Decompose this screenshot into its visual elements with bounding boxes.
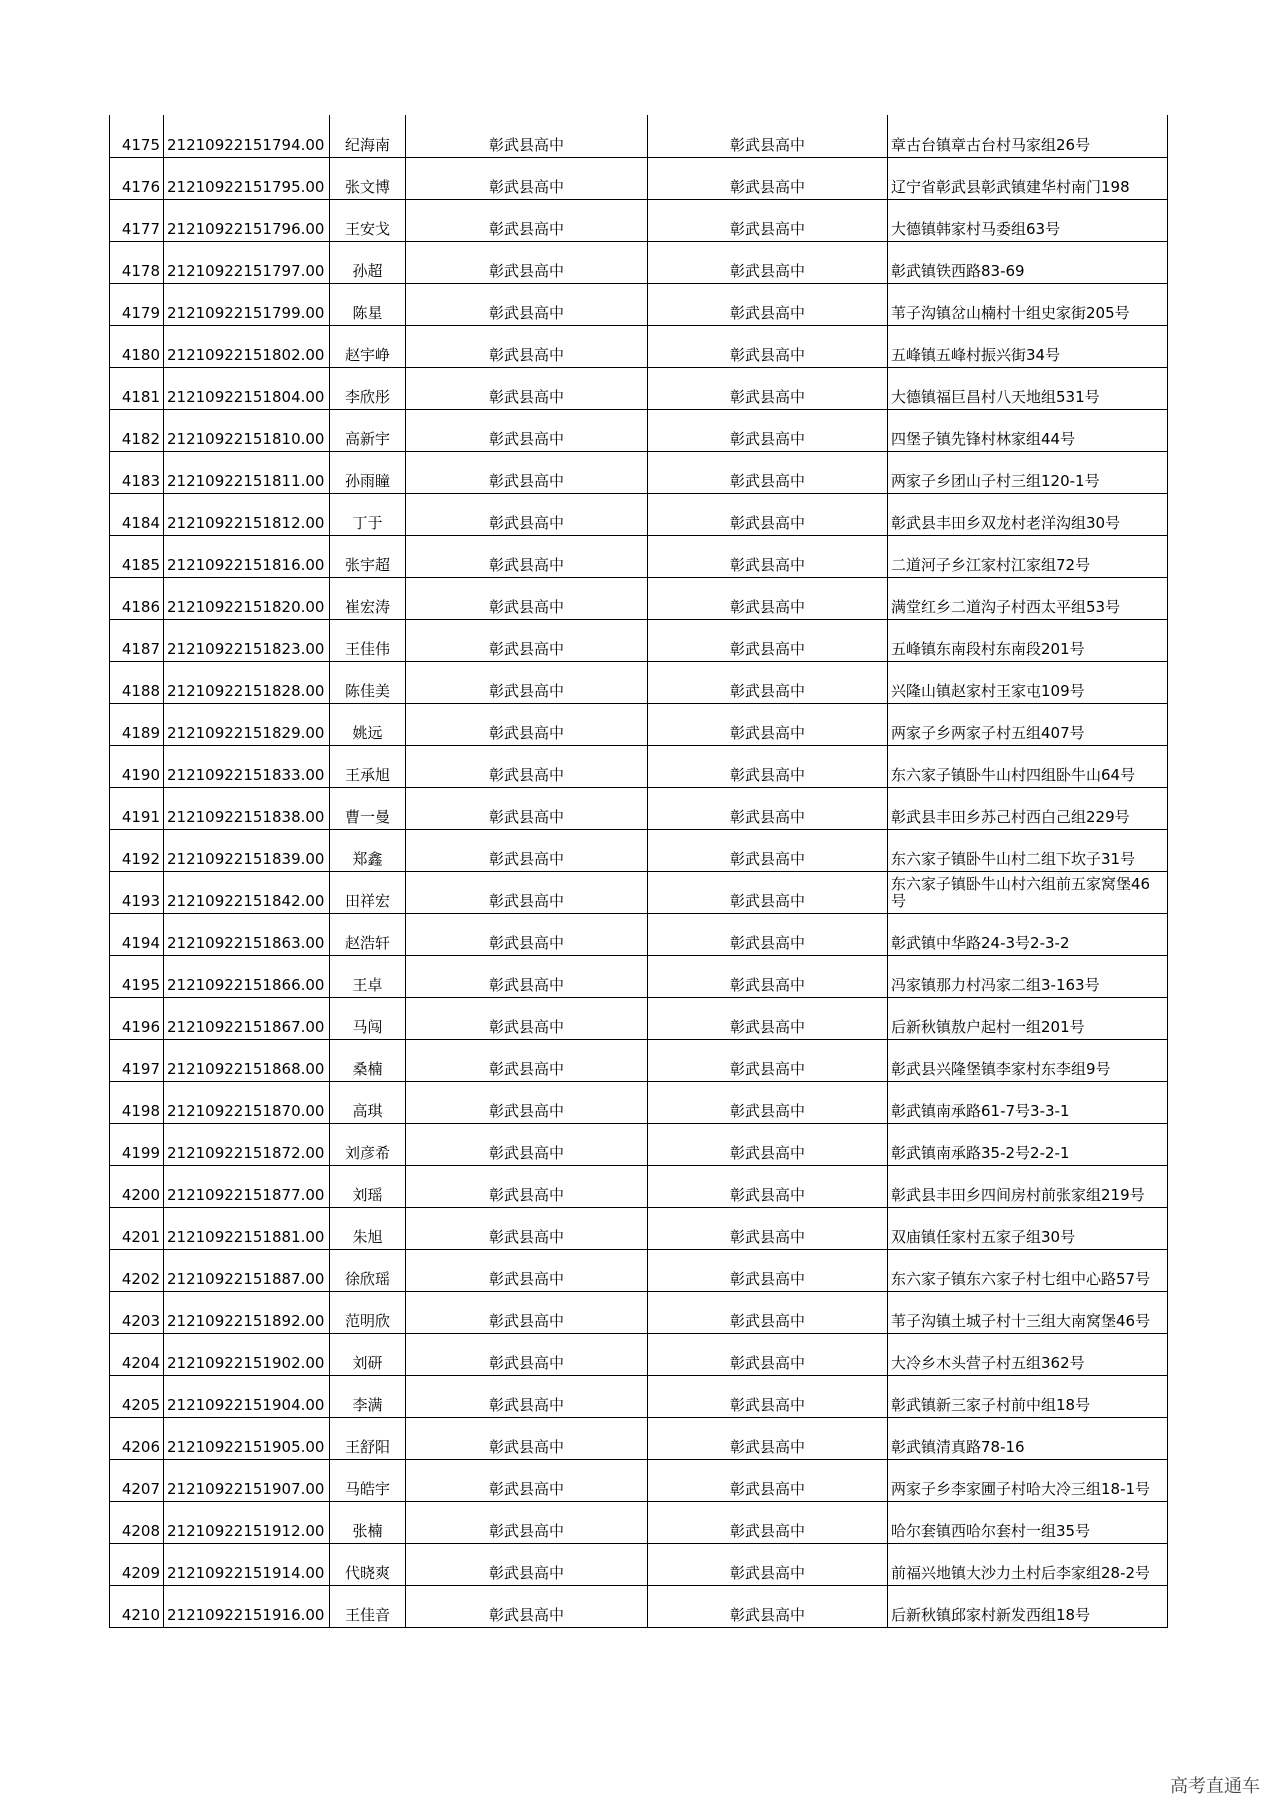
table-row xyxy=(110,745,1168,787)
table-row xyxy=(110,1081,1168,1123)
student-name-cell: 桑楠 xyxy=(330,1039,406,1081)
registered-school-cell: 彰武县高中 xyxy=(648,283,888,325)
home-address-cell: 大德镇福巨昌村八天地组531号 xyxy=(888,367,1168,409)
student-name-cell: 张文博 xyxy=(330,157,406,199)
table-row xyxy=(110,997,1168,1039)
student-name-cell: 田祥宏 xyxy=(330,871,406,913)
registered-school-cell: 彰武县高中 xyxy=(648,1501,888,1543)
row-number-cell: 4188 xyxy=(110,661,164,703)
home-address-cell: 彰武镇新三家子村前中组18号 xyxy=(888,1375,1168,1417)
table-row xyxy=(110,199,1168,241)
row-number-cell: 4200 xyxy=(110,1165,164,1207)
table-row xyxy=(110,619,1168,661)
school-name-cell: 彰武县高中 xyxy=(406,1333,648,1375)
school-name-cell: 彰武县高中 xyxy=(406,241,648,283)
home-address-cell: 哈尔套镇西哈尔套村一组35号 xyxy=(888,1501,1168,1543)
candidate-id-cell: 21210922151839.00 xyxy=(164,829,330,871)
table-row xyxy=(110,493,1168,535)
student-name-cell: 王佳伟 xyxy=(330,619,406,661)
school-name-cell: 彰武县高中 xyxy=(406,1375,648,1417)
table-row xyxy=(110,115,1168,157)
school-name-cell: 彰武县高中 xyxy=(406,997,648,1039)
home-address-cell: 冯家镇那力村冯家二组3-163号 xyxy=(888,955,1168,997)
registered-school-cell: 彰武县高中 xyxy=(648,241,888,283)
home-address-cell: 大德镇韩家村马委组63号 xyxy=(888,199,1168,241)
candidate-id-cell: 21210922151907.00 xyxy=(164,1459,330,1501)
student-name-cell: 赵宇峥 xyxy=(330,325,406,367)
student-name-cell: 郑鑫 xyxy=(330,829,406,871)
table-row xyxy=(110,1207,1168,1249)
student-name-cell: 孙雨瞳 xyxy=(330,451,406,493)
watermark-text: 高考直通车 xyxy=(1170,1776,1260,1797)
school-name-cell: 彰武县高中 xyxy=(406,1459,648,1501)
row-number-cell: 4190 xyxy=(110,745,164,787)
home-address-cell: 彰武镇铁西路83-69 xyxy=(888,241,1168,283)
candidate-id-cell: 21210922151799.00 xyxy=(164,283,330,325)
table-row xyxy=(110,451,1168,493)
candidate-id-cell: 21210922151816.00 xyxy=(164,535,330,577)
student-name-cell: 范明欣 xyxy=(330,1291,406,1333)
student-name-cell: 徐欣瑶 xyxy=(330,1249,406,1291)
home-address-cell: 苇子沟镇土城子村十三组大南窝堡46号 xyxy=(888,1291,1168,1333)
table-row xyxy=(110,703,1168,745)
table-row xyxy=(110,535,1168,577)
student-name-cell: 王安戈 xyxy=(330,199,406,241)
registered-school-cell: 彰武县高中 xyxy=(648,1207,888,1249)
row-number-cell: 4194 xyxy=(110,913,164,955)
row-number-cell: 4186 xyxy=(110,577,164,619)
school-name-cell: 彰武县高中 xyxy=(406,325,648,367)
home-address-cell: 东六家子镇卧牛山村四组卧牛山64号 xyxy=(888,745,1168,787)
home-address-cell: 两家子乡团山子村三组120-1号 xyxy=(888,451,1168,493)
home-address-cell: 章古台镇章古台村马家组26号 xyxy=(888,115,1168,157)
student-name-cell: 王佳音 xyxy=(330,1585,406,1627)
home-address-cell: 苇子沟镇岔山楠村十组史家街205号 xyxy=(888,283,1168,325)
row-number-cell: 4185 xyxy=(110,535,164,577)
registered-school-cell: 彰武县高中 xyxy=(648,1459,888,1501)
registered-school-cell: 彰武县高中 xyxy=(648,535,888,577)
table-row xyxy=(110,1417,1168,1459)
candidate-id-cell: 21210922151914.00 xyxy=(164,1543,330,1585)
candidate-id-cell: 21210922151829.00 xyxy=(164,703,330,745)
registered-school-cell: 彰武县高中 xyxy=(648,409,888,451)
registered-school-cell: 彰武县高中 xyxy=(648,1249,888,1291)
student-name-cell: 高新宇 xyxy=(330,409,406,451)
home-address-cell: 兴隆山镇赵家村王家屯109号 xyxy=(888,661,1168,703)
home-address-cell: 彰武镇南承路35-2号2-2-1 xyxy=(888,1123,1168,1165)
school-name-cell: 彰武县高中 xyxy=(406,1123,648,1165)
row-number-cell: 4206 xyxy=(110,1417,164,1459)
table-row xyxy=(110,1459,1168,1501)
row-number-cell: 4210 xyxy=(110,1585,164,1627)
table-row xyxy=(110,1123,1168,1165)
row-number-cell: 4197 xyxy=(110,1039,164,1081)
student-name-cell: 李满 xyxy=(330,1375,406,1417)
home-address-cell: 彰武县丰田乡四间房村前张家组219号 xyxy=(888,1165,1168,1207)
registered-school-cell: 彰武县高中 xyxy=(648,871,888,913)
table-row xyxy=(110,1291,1168,1333)
table-row xyxy=(110,1585,1168,1627)
table-row xyxy=(110,661,1168,703)
row-number-cell: 4203 xyxy=(110,1291,164,1333)
row-number-cell: 4199 xyxy=(110,1123,164,1165)
row-number-cell: 4183 xyxy=(110,451,164,493)
candidate-id-cell: 21210922151802.00 xyxy=(164,325,330,367)
row-number-cell: 4209 xyxy=(110,1543,164,1585)
row-number-cell: 4205 xyxy=(110,1375,164,1417)
table-row xyxy=(110,829,1168,871)
candidate-id-cell: 21210922151905.00 xyxy=(164,1417,330,1459)
row-number-cell: 4195 xyxy=(110,955,164,997)
school-name-cell: 彰武县高中 xyxy=(406,199,648,241)
school-name-cell: 彰武县高中 xyxy=(406,1039,648,1081)
table-row xyxy=(110,1543,1168,1585)
school-name-cell: 彰武县高中 xyxy=(406,955,648,997)
school-name-cell: 彰武县高中 xyxy=(406,871,648,913)
row-number-cell: 4187 xyxy=(110,619,164,661)
school-name-cell: 彰武县高中 xyxy=(406,619,648,661)
candidate-id-cell: 21210922151902.00 xyxy=(164,1333,330,1375)
home-address-cell: 两家子乡两家子村五组407号 xyxy=(888,703,1168,745)
row-number-cell: 4208 xyxy=(110,1501,164,1543)
candidate-id-cell: 21210922151881.00 xyxy=(164,1207,330,1249)
student-name-cell: 姚远 xyxy=(330,703,406,745)
school-name-cell: 彰武县高中 xyxy=(406,493,648,535)
student-name-cell: 赵浩轩 xyxy=(330,913,406,955)
row-number-cell: 4207 xyxy=(110,1459,164,1501)
school-name-cell: 彰武县高中 xyxy=(406,1207,648,1249)
row-number-cell: 4191 xyxy=(110,787,164,829)
registered-school-cell: 彰武县高中 xyxy=(648,1165,888,1207)
school-name-cell: 彰武县高中 xyxy=(406,787,648,829)
row-number-cell: 4184 xyxy=(110,493,164,535)
home-address-cell: 彰武镇中华路24-3号2-3-2 xyxy=(888,913,1168,955)
school-name-cell: 彰武县高中 xyxy=(406,451,648,493)
school-name-cell: 彰武县高中 xyxy=(406,409,648,451)
home-address-cell: 后新秋镇敖户起村一组201号 xyxy=(888,997,1168,1039)
school-name-cell: 彰武县高中 xyxy=(406,283,648,325)
registered-school-cell: 彰武县高中 xyxy=(648,703,888,745)
candidate-id-cell: 21210922151797.00 xyxy=(164,241,330,283)
candidate-id-cell: 21210922151904.00 xyxy=(164,1375,330,1417)
candidate-id-cell: 21210922151842.00 xyxy=(164,871,330,913)
row-number-cell: 4202 xyxy=(110,1249,164,1291)
registered-school-cell: 彰武县高中 xyxy=(648,661,888,703)
school-name-cell: 彰武县高中 xyxy=(406,745,648,787)
row-number-cell: 4175 xyxy=(110,115,164,157)
school-name-cell: 彰武县高中 xyxy=(406,1543,648,1585)
table-row xyxy=(110,1375,1168,1417)
table-row xyxy=(110,787,1168,829)
home-address-cell: 东六家子镇东六家子村七组中心路57号 xyxy=(888,1249,1168,1291)
school-name-cell: 彰武县高中 xyxy=(406,115,648,157)
table-row xyxy=(110,367,1168,409)
registered-school-cell: 彰武县高中 xyxy=(648,1081,888,1123)
table-row xyxy=(110,913,1168,955)
row-number-cell: 4178 xyxy=(110,241,164,283)
student-name-cell: 马皓宇 xyxy=(330,1459,406,1501)
table-row xyxy=(110,283,1168,325)
home-address-cell: 彰武镇南承路61-7号3-3-1 xyxy=(888,1081,1168,1123)
school-name-cell: 彰武县高中 xyxy=(406,157,648,199)
candidate-id-cell: 21210922151820.00 xyxy=(164,577,330,619)
home-address-cell: 两家子乡李家圃子村哈大冷三组18-1号 xyxy=(888,1459,1168,1501)
home-address-cell: 满堂红乡二道沟子村西太平组53号 xyxy=(888,577,1168,619)
student-name-cell: 王承旭 xyxy=(330,745,406,787)
student-name-cell: 刘研 xyxy=(330,1333,406,1375)
candidate-id-cell: 21210922151863.00 xyxy=(164,913,330,955)
registered-school-cell: 彰武县高中 xyxy=(648,157,888,199)
student-name-cell: 朱旭 xyxy=(330,1207,406,1249)
student-name-cell: 王卓 xyxy=(330,955,406,997)
candidate-id-cell: 21210922151877.00 xyxy=(164,1165,330,1207)
home-address-cell: 彰武县丰田乡双龙村老洋沟组30号 xyxy=(888,493,1168,535)
school-name-cell: 彰武县高中 xyxy=(406,1585,648,1627)
registered-school-cell: 彰武县高中 xyxy=(648,1375,888,1417)
registered-school-cell: 彰武县高中 xyxy=(648,1039,888,1081)
home-address-cell: 辽宁省彰武县彰武镇建华村南门198 xyxy=(888,157,1168,199)
candidate-id-cell: 21210922151828.00 xyxy=(164,661,330,703)
student-name-cell: 崔宏涛 xyxy=(330,577,406,619)
registered-school-cell: 彰武县高中 xyxy=(648,367,888,409)
table-row xyxy=(110,1501,1168,1543)
student-name-cell: 李欣彤 xyxy=(330,367,406,409)
row-number-cell: 4189 xyxy=(110,703,164,745)
row-number-cell: 4196 xyxy=(110,997,164,1039)
school-name-cell: 彰武县高中 xyxy=(406,829,648,871)
candidate-id-cell: 21210922151892.00 xyxy=(164,1291,330,1333)
table-row xyxy=(110,955,1168,997)
student-name-cell: 刘彦希 xyxy=(330,1123,406,1165)
student-name-cell: 张楠 xyxy=(330,1501,406,1543)
table-row xyxy=(110,1333,1168,1375)
student-name-cell: 高琪 xyxy=(330,1081,406,1123)
candidate-id-cell: 21210922151795.00 xyxy=(164,157,330,199)
school-name-cell: 彰武县高中 xyxy=(406,577,648,619)
registered-school-cell: 彰武县高中 xyxy=(648,199,888,241)
school-name-cell: 彰武县高中 xyxy=(406,1165,648,1207)
candidate-id-cell: 21210922151887.00 xyxy=(164,1249,330,1291)
school-name-cell: 彰武县高中 xyxy=(406,913,648,955)
row-number-cell: 4176 xyxy=(110,157,164,199)
table-row xyxy=(110,157,1168,199)
school-name-cell: 彰武县高中 xyxy=(406,1081,648,1123)
school-name-cell: 彰武县高中 xyxy=(406,703,648,745)
candidate-id-cell: 21210922151838.00 xyxy=(164,787,330,829)
row-number-cell: 4198 xyxy=(110,1081,164,1123)
student-name-cell: 曹一曼 xyxy=(330,787,406,829)
student-name-cell: 王舒阳 xyxy=(330,1417,406,1459)
student-name-cell: 马闯 xyxy=(330,997,406,1039)
home-address-cell: 东六家子镇卧牛山村六组前五家窝堡46号 xyxy=(888,871,1168,913)
school-name-cell: 彰武县高中 xyxy=(406,1501,648,1543)
roster-table xyxy=(109,115,1168,1628)
roster-body xyxy=(110,115,1168,1627)
registered-school-cell: 彰武县高中 xyxy=(648,829,888,871)
school-name-cell: 彰武县高中 xyxy=(406,661,648,703)
home-address-cell: 彰武县兴隆堡镇李家村东李组9号 xyxy=(888,1039,1168,1081)
candidate-id-cell: 21210922151810.00 xyxy=(164,409,330,451)
registered-school-cell: 彰武县高中 xyxy=(648,955,888,997)
row-number-cell: 4180 xyxy=(110,325,164,367)
row-number-cell: 4179 xyxy=(110,283,164,325)
registered-school-cell: 彰武县高中 xyxy=(648,787,888,829)
registered-school-cell: 彰武县高中 xyxy=(648,1291,888,1333)
home-address-cell: 四堡子镇先锋村林家组44号 xyxy=(888,409,1168,451)
table-row xyxy=(110,577,1168,619)
table-row xyxy=(110,1039,1168,1081)
school-name-cell: 彰武县高中 xyxy=(406,367,648,409)
candidate-id-cell: 21210922151912.00 xyxy=(164,1501,330,1543)
table-row xyxy=(110,325,1168,367)
student-name-cell: 陈星 xyxy=(330,283,406,325)
table-row xyxy=(110,1249,1168,1291)
table-row xyxy=(110,1165,1168,1207)
registered-school-cell: 彰武县高中 xyxy=(648,493,888,535)
row-number-cell: 4204 xyxy=(110,1333,164,1375)
candidate-id-cell: 21210922151812.00 xyxy=(164,493,330,535)
table-row xyxy=(110,871,1168,913)
school-name-cell: 彰武县高中 xyxy=(406,1291,648,1333)
row-number-cell: 4182 xyxy=(110,409,164,451)
registered-school-cell: 彰武县高中 xyxy=(648,325,888,367)
registered-school-cell: 彰武县高中 xyxy=(648,577,888,619)
registered-school-cell: 彰武县高中 xyxy=(648,451,888,493)
candidate-id-cell: 21210922151804.00 xyxy=(164,367,330,409)
registered-school-cell: 彰武县高中 xyxy=(648,1417,888,1459)
student-name-cell: 张宇超 xyxy=(330,535,406,577)
candidate-id-cell: 21210922151868.00 xyxy=(164,1039,330,1081)
candidate-id-cell: 21210922151833.00 xyxy=(164,745,330,787)
home-address-cell: 彰武镇清真路78-16 xyxy=(888,1417,1168,1459)
candidate-id-cell: 21210922151811.00 xyxy=(164,451,330,493)
student-name-cell: 丁于 xyxy=(330,493,406,535)
row-number-cell: 4181 xyxy=(110,367,164,409)
registered-school-cell: 彰武县高中 xyxy=(648,1333,888,1375)
home-address-cell: 大冷乡木头营子村五组362号 xyxy=(888,1333,1168,1375)
home-address-cell: 五峰镇东南段村东南段201号 xyxy=(888,619,1168,661)
row-number-cell: 4192 xyxy=(110,829,164,871)
row-number-cell: 4177 xyxy=(110,199,164,241)
student-name-cell: 纪海南 xyxy=(330,115,406,157)
student-name-cell: 刘瑶 xyxy=(330,1165,406,1207)
registered-school-cell: 彰武县高中 xyxy=(648,913,888,955)
row-number-cell: 4201 xyxy=(110,1207,164,1249)
registered-school-cell: 彰武县高中 xyxy=(648,997,888,1039)
school-name-cell: 彰武县高中 xyxy=(406,535,648,577)
candidate-id-cell: 21210922151866.00 xyxy=(164,955,330,997)
home-address-cell: 五峰镇五峰村振兴街34号 xyxy=(888,325,1168,367)
registered-school-cell: 彰武县高中 xyxy=(648,115,888,157)
table-row xyxy=(110,241,1168,283)
candidate-id-cell: 21210922151823.00 xyxy=(164,619,330,661)
candidate-id-cell: 21210922151794.00 xyxy=(164,115,330,157)
candidate-id-cell: 21210922151916.00 xyxy=(164,1585,330,1627)
registered-school-cell: 彰武县高中 xyxy=(648,745,888,787)
row-number-cell: 4193 xyxy=(110,871,164,913)
home-address-cell: 彰武县丰田乡苏己村西白己组229号 xyxy=(888,787,1168,829)
home-address-cell: 双庙镇任家村五家子组30号 xyxy=(888,1207,1168,1249)
home-address-cell: 二道河子乡江家村江家组72号 xyxy=(888,535,1168,577)
student-name-cell: 陈佳美 xyxy=(330,661,406,703)
registered-school-cell: 彰武县高中 xyxy=(648,619,888,661)
home-address-cell: 东六家子镇卧牛山村二组下坎子31号 xyxy=(888,829,1168,871)
candidate-id-cell: 21210922151870.00 xyxy=(164,1081,330,1123)
school-name-cell: 彰武县高中 xyxy=(406,1417,648,1459)
candidate-id-cell: 21210922151872.00 xyxy=(164,1123,330,1165)
registered-school-cell: 彰武县高中 xyxy=(648,1123,888,1165)
candidate-id-cell: 21210922151796.00 xyxy=(164,199,330,241)
table-row xyxy=(110,409,1168,451)
registered-school-cell: 彰武县高中 xyxy=(648,1585,888,1627)
home-address-cell: 后新秋镇邱家村新发西组18号 xyxy=(888,1585,1168,1627)
school-name-cell: 彰武县高中 xyxy=(406,1249,648,1291)
registered-school-cell: 彰武县高中 xyxy=(648,1543,888,1585)
student-name-cell: 孙超 xyxy=(330,241,406,283)
student-name-cell: 代晓爽 xyxy=(330,1543,406,1585)
candidate-id-cell: 21210922151867.00 xyxy=(164,997,330,1039)
home-address-cell: 前福兴地镇大沙力土村后李家组28-2号 xyxy=(888,1543,1168,1585)
